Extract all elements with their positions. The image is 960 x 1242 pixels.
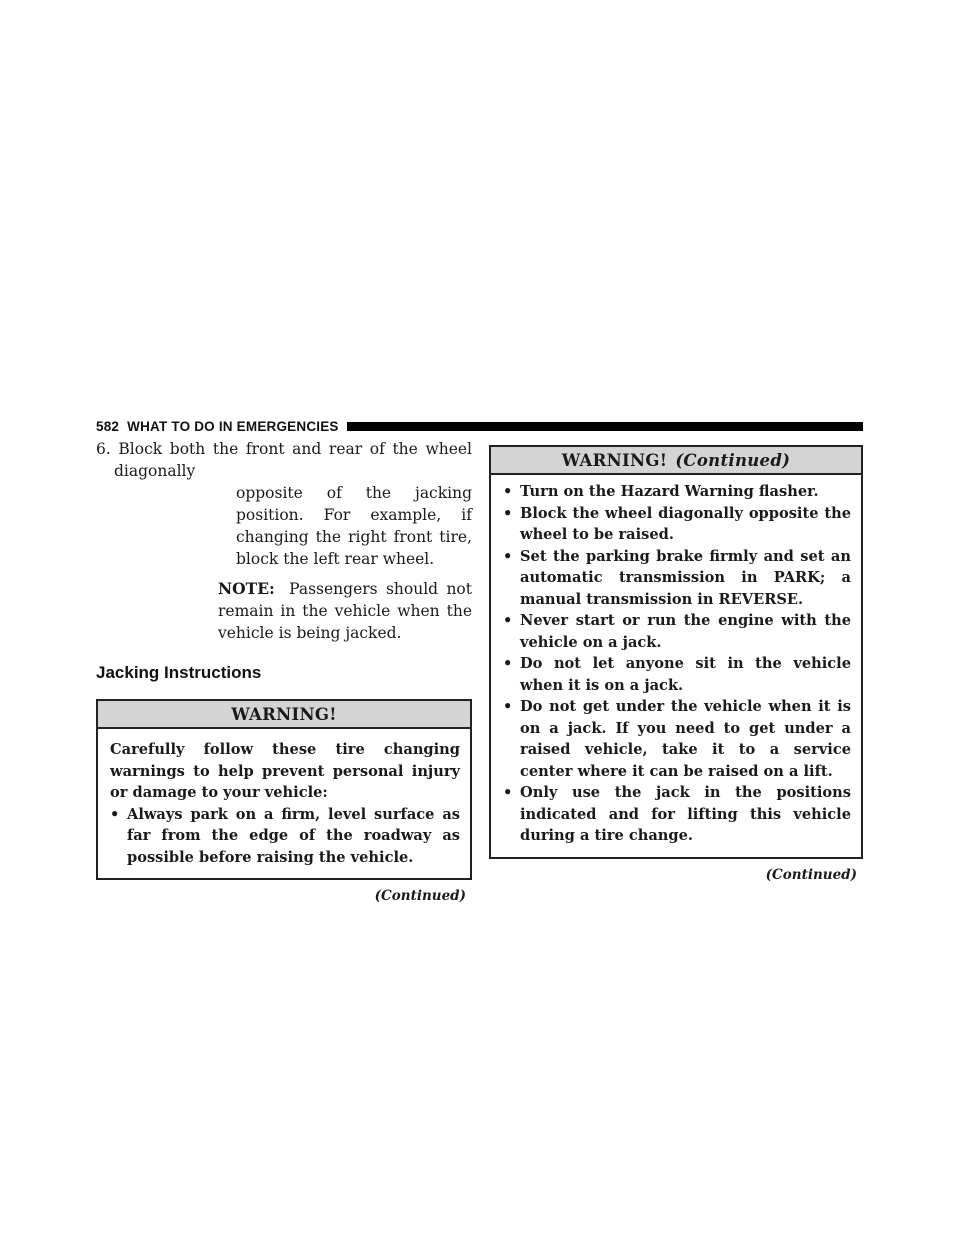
left-column [96, 438, 472, 904]
bullet-dot: • [503, 655, 513, 672]
section-title: WHAT TO DO IN EMERGENCIES [127, 418, 339, 434]
warning-title [98, 701, 470, 729]
page-header [96, 417, 863, 435]
step-6-rest: opposite of the jacking position. For example, if changing the right front tire, block the left rear wheel. [236, 484, 472, 568]
step-number: 6. [96, 440, 111, 458]
bullet-text: Turn on the Hazard Warning flasher. [520, 483, 819, 500]
note [218, 578, 472, 644]
bullet-text: Never start or run the engine with the vehicle on a jack. [520, 612, 851, 651]
header-rule [347, 422, 863, 431]
warning-bullet [503, 696, 851, 782]
warning-bullet [503, 610, 851, 653]
continued-note: (Continued) [765, 866, 857, 883]
right-column [489, 438, 863, 883]
bullet-dot: • [503, 784, 513, 801]
page-number: 582 [96, 418, 120, 434]
warning-title-text: WARNING! [561, 451, 668, 470]
warning-bullet [503, 653, 851, 696]
step-6-line1: Block both the front and rear of the wheel diagonally [114, 440, 473, 480]
bullet-dot: • [110, 805, 120, 823]
note-text: Passengers should not remain in the vehicle when the vehicle is being jacked. [218, 580, 472, 642]
warning-title-continued [491, 447, 861, 475]
bullet-dot: • [503, 698, 513, 715]
warning-title-text: WARNING! [231, 705, 337, 724]
bullet-text: Set the parking brake firmly and set an automatic transmission in PARK; a manual transmission in REVERSE. [520, 547, 851, 608]
warning-body-continued [491, 475, 861, 857]
warning-intro: Carefully follow these tire changing warnings to help prevent personal injury or damage to your vehicle: [110, 741, 460, 801]
bullet-dot: • [503, 547, 513, 565]
warning-box-continued [489, 445, 863, 859]
warning-title-suffix: (Continued) [675, 451, 791, 470]
bullet-dot: • [503, 504, 513, 522]
bullet-dot: • [503, 483, 513, 500]
warning-bullet [110, 804, 460, 869]
continued-note: (Continued) [374, 888, 466, 904]
step-6 [96, 438, 472, 570]
bullet-text: Block the wheel diagonally opposite the wheel to be raised. [520, 504, 851, 543]
warning-box [96, 699, 472, 880]
warning-bullet [503, 546, 851, 611]
warning-bullet [503, 782, 851, 847]
warning-body [98, 729, 470, 878]
bullet-text: Only use the jack in the positions indicated and for lifting this vehicle during a tire change. [520, 784, 851, 844]
note-label: NOTE: [218, 579, 275, 598]
subheading-jacking-instructions: Jacking Instructions [96, 663, 262, 682]
step-6-first-line [96, 438, 472, 482]
bullet-text: Do not get under the vehicle when it is on a jack. If you need to get under a raised vehicle, take it to a service center where it can be raised on a lift. [520, 698, 851, 780]
bullet-text: Always park on a firm, level surface as far from the edge of the roadway as possible before raising the vehicle. [127, 805, 460, 866]
warning-bullet [503, 481, 851, 503]
bullet-dot: • [503, 612, 513, 629]
bullet-text: Do not let anyone sit in the vehicle when it is on a jack. [520, 655, 851, 694]
warning-bullet [503, 503, 851, 546]
